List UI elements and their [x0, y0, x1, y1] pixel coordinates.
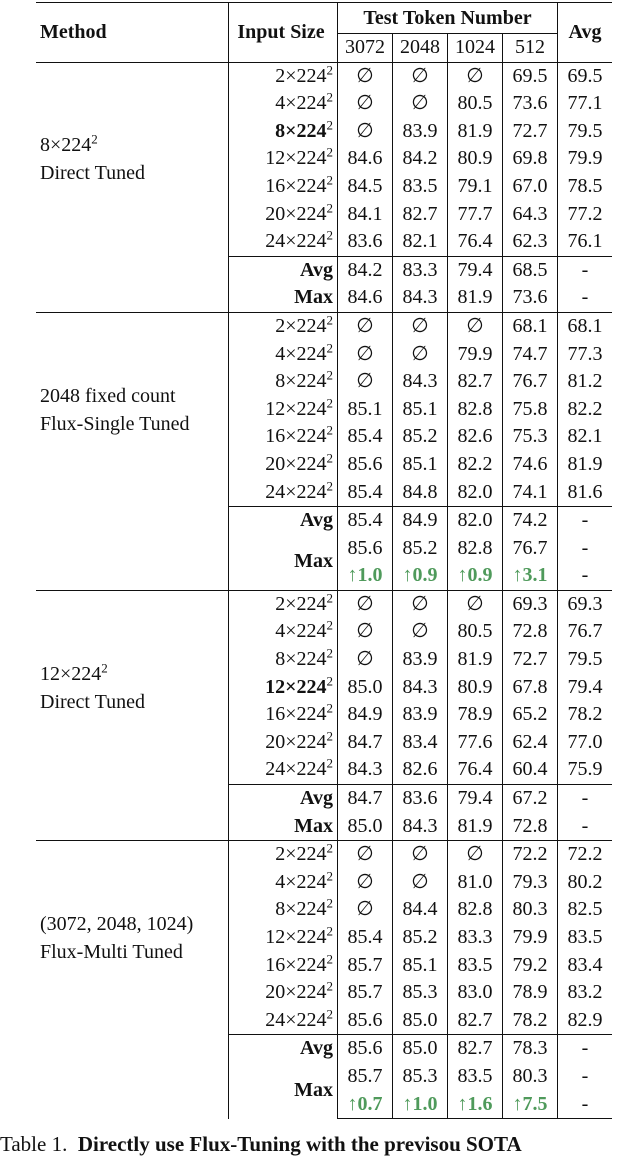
value-cell: ∅ [393, 312, 448, 340]
value-cell: 83.0 [448, 979, 503, 1007]
table-row [36, 841, 612, 869]
value-cell: 85.3 [393, 979, 448, 1007]
table-caption [0, 1132, 640, 1157]
value-cell: ∅ [393, 90, 448, 118]
gain-value: ↑0.9 [448, 562, 503, 590]
summary-max-value: 85.7 [338, 1063, 393, 1091]
value-cell: 80.5 [448, 90, 503, 118]
avg-cell: 79.5 [558, 646, 613, 674]
value-cell: 83.9 [393, 118, 448, 146]
value-cell: ∅ [393, 841, 448, 869]
value-cell: 73.6 [503, 90, 558, 118]
input-size: $8\times 224^2$ [229, 896, 338, 924]
value-cell: 77.7 [448, 201, 503, 229]
summary-avg-value: 79.4 [448, 256, 503, 284]
value-cell: 78.9 [503, 979, 558, 1007]
value-cell: 85.0 [338, 674, 393, 702]
value-cell: 74.6 [503, 451, 558, 479]
value-cell: 85.4 [338, 479, 393, 507]
avg-cell: 82.9 [558, 1007, 613, 1035]
summary-avg-avg: - [558, 785, 613, 813]
value-cell: 84.8 [393, 479, 448, 507]
value-cell: 67.0 [503, 173, 558, 201]
value-cell: 84.6 [338, 145, 393, 173]
value-cell: 85.1 [338, 396, 393, 424]
value-cell: 85.6 [338, 1007, 393, 1035]
avg-cell: 77.0 [558, 729, 613, 757]
summary-max-avg: - [558, 1063, 613, 1091]
summary-max-value: 73.6 [503, 284, 558, 312]
value-cell: 81.9 [448, 118, 503, 146]
summary-avg-value: 68.5 [503, 256, 558, 284]
token-col-2048: 2048 [393, 34, 448, 63]
summary-avg-value: 82.0 [448, 507, 503, 535]
method-line: 2048 fixed count [40, 384, 176, 407]
summary-avg-value: 79.4 [448, 785, 503, 813]
summary-max-value: 85.6 [338, 535, 393, 563]
caption-text: Directly use Flux-Tuning with the previsou SOTA [77, 1132, 522, 1156]
value-cell: 81.0 [448, 869, 503, 897]
table-row [36, 312, 612, 340]
summary-avg-value: 82.7 [448, 1035, 503, 1063]
value-cell: 84.9 [338, 701, 393, 729]
avg-cell: 79.9 [558, 145, 613, 173]
summary-max-value: 85.3 [393, 1063, 448, 1091]
input-size: $2\times 224^2$ [229, 590, 338, 618]
value-cell: 82.0 [448, 479, 503, 507]
token-col-1024: 1024 [448, 34, 503, 63]
avg-cell: 78.5 [558, 173, 613, 201]
input-size: $4\times 224^2$ [229, 341, 338, 369]
value-cell: 81.9 [448, 646, 503, 674]
summary-spacer [36, 785, 229, 841]
value-cell: 80.9 [448, 674, 503, 702]
value-cell: 82.6 [448, 423, 503, 451]
input-size: $8\times 224^2$ [229, 646, 338, 674]
value-cell: 85.6 [338, 451, 393, 479]
summary-avg-value: 84.2 [338, 256, 393, 284]
avg-cell: 72.2 [558, 841, 613, 869]
value-cell: 78.9 [448, 701, 503, 729]
summary-max-value: 85.0 [338, 813, 393, 841]
value-cell: 85.2 [393, 924, 448, 952]
summary-avg-row [36, 256, 612, 284]
input-size: $16\times 224^2$ [229, 952, 338, 980]
gain-avg: - [558, 1091, 613, 1119]
value-cell: 84.3 [393, 368, 448, 396]
method-label [36, 312, 229, 506]
value-cell: 83.4 [393, 729, 448, 757]
summary-avg-value: 85.6 [338, 1035, 393, 1063]
summary-avg-value: 78.3 [503, 1035, 558, 1063]
avg-cell: 76.7 [558, 618, 613, 646]
input-size: $20\times 224^2$ [229, 451, 338, 479]
gain-value: ↑1.0 [338, 562, 393, 590]
value-cell: 79.9 [448, 341, 503, 369]
summary-spacer [36, 256, 229, 312]
value-cell: 68.1 [503, 312, 558, 340]
value-cell: 69.3 [503, 590, 558, 618]
value-cell: ∅ [393, 618, 448, 646]
value-cell: 83.9 [393, 646, 448, 674]
method-label [36, 841, 229, 1035]
avg-cell: 83.5 [558, 924, 613, 952]
value-cell: 84.7 [338, 729, 393, 757]
method-header: Method [36, 3, 229, 63]
avg-cell: 69.5 [558, 62, 613, 90]
value-cell: 82.2 [448, 451, 503, 479]
input-size: $12\times 224^2$ [229, 145, 338, 173]
summary-max-avg: - [558, 813, 613, 841]
summary-avg-avg: - [558, 507, 613, 535]
summary-max-label: Max [229, 535, 338, 591]
summary-avg-label: Avg [229, 507, 338, 535]
value-cell: 84.5 [338, 173, 393, 201]
value-cell: 83.9 [393, 701, 448, 729]
table-row [36, 62, 612, 90]
value-cell: 77.6 [448, 729, 503, 757]
value-cell: 80.9 [448, 145, 503, 173]
summary-avg-avg: - [558, 1035, 613, 1063]
avg-cell: 79.4 [558, 674, 613, 702]
summary-max-value: 76.7 [503, 535, 558, 563]
value-cell: ∅ [338, 90, 393, 118]
value-cell: ∅ [338, 841, 393, 869]
summary-avg-label: Avg [229, 256, 338, 284]
token-col-3072: 3072 [338, 34, 393, 63]
value-cell: 82.7 [393, 201, 448, 229]
value-cell: 82.1 [393, 228, 448, 256]
summary-max-avg: - [558, 535, 613, 563]
avg-cell: 78.2 [558, 701, 613, 729]
value-cell: 83.3 [448, 924, 503, 952]
gain-value: ↑3.1 [503, 562, 558, 590]
avg-cell: 68.1 [558, 312, 613, 340]
summary-avg-label: Avg [229, 785, 338, 813]
value-cell: 65.2 [503, 701, 558, 729]
summary-avg-value: 74.2 [503, 507, 558, 535]
gain-value: ↑1.6 [448, 1091, 503, 1119]
avg-cell: 80.2 [558, 869, 613, 897]
input-size: $8\times 224^2$ [229, 118, 338, 146]
summary-spacer [36, 1035, 229, 1119]
avg-cell: 83.4 [558, 952, 613, 980]
summary-max-value: 82.8 [448, 535, 503, 563]
value-cell: 80.5 [448, 618, 503, 646]
value-cell: 72.8 [503, 618, 558, 646]
value-cell: ∅ [338, 62, 393, 90]
value-cell: 75.8 [503, 396, 558, 424]
value-cell: 74.1 [503, 479, 558, 507]
summary-avg-value: 84.9 [393, 507, 448, 535]
caption-label: Table 1. [0, 1132, 68, 1156]
summary-max-label: Max [229, 1063, 338, 1119]
summary-max-value: 84.3 [393, 284, 448, 312]
value-cell: 82.8 [448, 396, 503, 424]
summary-avg-value: 67.2 [503, 785, 558, 813]
value-cell: 82.6 [393, 756, 448, 784]
value-cell: 85.7 [338, 979, 393, 1007]
summary-max-value: 81.9 [448, 813, 503, 841]
input-size: $16\times 224^2$ [229, 173, 338, 201]
input-size: $8\times 224^2$ [229, 368, 338, 396]
value-cell: 83.6 [338, 228, 393, 256]
summary-max-value: 85.2 [393, 535, 448, 563]
method-label [36, 590, 229, 784]
value-cell: 84.1 [338, 201, 393, 229]
method-line: $8\times 224^2$ [40, 131, 98, 157]
header-row-1 [36, 3, 612, 34]
summary-max-value: 84.3 [393, 813, 448, 841]
summary-avg-avg: - [558, 256, 613, 284]
gain-value: ↑7.5 [503, 1091, 558, 1119]
avg-cell: 81.9 [558, 451, 613, 479]
summary-max-value: 80.3 [503, 1063, 558, 1091]
method-line: Direct Tuned [40, 162, 145, 185]
summary-max-value: 83.5 [448, 1063, 503, 1091]
value-cell: 76.7 [503, 368, 558, 396]
value-cell: 60.4 [503, 756, 558, 784]
input-size-header: Input Size [229, 3, 338, 63]
input-size: $20\times 224^2$ [229, 729, 338, 757]
gain-value: ↑0.9 [393, 562, 448, 590]
avg-cell: 76.1 [558, 228, 613, 256]
value-cell: 64.3 [503, 201, 558, 229]
avg-cell: 69.3 [558, 590, 613, 618]
input-size: $4\times 224^2$ [229, 90, 338, 118]
value-cell: 82.8 [448, 896, 503, 924]
gain-avg: - [558, 562, 613, 590]
gain-value: ↑0.7 [338, 1091, 393, 1119]
summary-avg-value: 85.0 [393, 1035, 448, 1063]
value-cell: 80.3 [503, 896, 558, 924]
value-cell: 79.3 [503, 869, 558, 897]
value-cell: 75.3 [503, 423, 558, 451]
avg-cell: 77.2 [558, 201, 613, 229]
avg-cell: 77.3 [558, 341, 613, 369]
value-cell: 69.8 [503, 145, 558, 173]
method-line: Direct Tuned [40, 690, 145, 713]
value-cell: 76.4 [448, 756, 503, 784]
value-cell: 84.2 [393, 145, 448, 173]
value-cell: 84.4 [393, 896, 448, 924]
input-size: $16\times 224^2$ [229, 701, 338, 729]
results-table [36, 2, 612, 1119]
method-line: $12\times 224^2$ [40, 660, 108, 685]
summary-avg-value: 83.3 [393, 256, 448, 284]
avg-header: Avg [558, 3, 613, 63]
value-cell: ∅ [338, 341, 393, 369]
value-cell: ∅ [393, 590, 448, 618]
method-label [36, 62, 229, 256]
input-size: $12\times 224^2$ [229, 924, 338, 952]
method-line: Flux-Multi Tuned [40, 941, 183, 964]
summary-max-label: Max [229, 284, 338, 312]
value-cell: ∅ [448, 841, 503, 869]
input-size: $2\times 224^2$ [229, 62, 338, 90]
value-cell: 62.4 [503, 729, 558, 757]
summary-max-label: Max [229, 813, 338, 841]
avg-cell: 83.2 [558, 979, 613, 1007]
value-cell: 85.1 [393, 451, 448, 479]
value-cell: ∅ [338, 118, 393, 146]
summary-avg-row [36, 1035, 612, 1063]
table-row [36, 590, 612, 618]
avg-cell: 75.9 [558, 756, 613, 784]
value-cell: 72.7 [503, 646, 558, 674]
avg-cell: 82.1 [558, 423, 613, 451]
summary-spacer [36, 507, 229, 591]
value-cell: ∅ [338, 312, 393, 340]
value-cell: ∅ [338, 896, 393, 924]
input-size: $12\times 224^2$ [229, 674, 338, 702]
method-line: (3072, 2048, 1024) [40, 913, 194, 936]
gain-value: ↑1.0 [393, 1091, 448, 1119]
avg-cell: 77.1 [558, 90, 613, 118]
value-cell: 84.3 [393, 674, 448, 702]
value-cell: 69.5 [503, 62, 558, 90]
value-cell: ∅ [338, 618, 393, 646]
summary-avg-label: Avg [229, 1035, 338, 1063]
avg-cell: 82.5 [558, 896, 613, 924]
value-cell: ∅ [393, 341, 448, 369]
value-cell: ∅ [338, 869, 393, 897]
value-cell: ∅ [393, 869, 448, 897]
value-cell: ∅ [393, 62, 448, 90]
input-size: $2\times 224^2$ [229, 841, 338, 869]
value-cell: ∅ [338, 368, 393, 396]
input-size: $16\times 224^2$ [229, 423, 338, 451]
summary-max-value: 72.8 [503, 813, 558, 841]
summary-avg-value: 85.4 [338, 507, 393, 535]
summary-avg-value: 84.7 [338, 785, 393, 813]
value-cell: 79.2 [503, 952, 558, 980]
value-cell: 72.7 [503, 118, 558, 146]
value-cell: 74.7 [503, 341, 558, 369]
input-size: $24\times 224^2$ [229, 228, 338, 256]
value-cell: 85.1 [393, 952, 448, 980]
value-cell: 85.7 [338, 952, 393, 980]
input-size: $2\times 224^2$ [229, 312, 338, 340]
test-token-number-header: Test Token Number [338, 3, 558, 34]
value-cell: 82.7 [448, 1007, 503, 1035]
input-size: $24\times 224^2$ [229, 1007, 338, 1035]
value-cell: 72.2 [503, 841, 558, 869]
method-line: Flux-Single Tuned [40, 412, 190, 435]
input-size: $20\times 224^2$ [229, 201, 338, 229]
input-size: $4\times 224^2$ [229, 869, 338, 897]
value-cell: 83.5 [448, 952, 503, 980]
value-cell: 85.1 [393, 396, 448, 424]
summary-max-value: 81.9 [448, 284, 503, 312]
value-cell: ∅ [448, 312, 503, 340]
value-cell: 67.8 [503, 674, 558, 702]
input-size: $24\times 224^2$ [229, 756, 338, 784]
value-cell: 79.9 [503, 924, 558, 952]
avg-cell: 81.2 [558, 368, 613, 396]
value-cell: 83.5 [393, 173, 448, 201]
summary-avg-row [36, 785, 612, 813]
avg-cell: 79.5 [558, 118, 613, 146]
avg-cell: 82.2 [558, 396, 613, 424]
input-size: $24\times 224^2$ [229, 479, 338, 507]
value-cell: ∅ [448, 590, 503, 618]
value-cell: 85.4 [338, 924, 393, 952]
avg-cell: 81.6 [558, 479, 613, 507]
summary-max-avg: - [558, 284, 613, 312]
value-cell: 78.2 [503, 1007, 558, 1035]
value-cell: 84.3 [338, 756, 393, 784]
value-cell: 79.1 [448, 173, 503, 201]
value-cell: 82.7 [448, 368, 503, 396]
value-cell: 85.2 [393, 423, 448, 451]
input-size: $20\times 224^2$ [229, 979, 338, 1007]
summary-avg-value: 83.6 [393, 785, 448, 813]
token-col-512: 512 [503, 34, 558, 63]
value-cell: 85.0 [393, 1007, 448, 1035]
input-size: $4\times 224^2$ [229, 618, 338, 646]
input-size: $12\times 224^2$ [229, 396, 338, 424]
value-cell: 76.4 [448, 228, 503, 256]
value-cell: ∅ [338, 590, 393, 618]
value-cell: ∅ [448, 62, 503, 90]
summary-avg-row [36, 507, 612, 535]
summary-max-value: 84.6 [338, 284, 393, 312]
value-cell: 62.3 [503, 228, 558, 256]
table-body [36, 62, 612, 1119]
value-cell: ∅ [338, 646, 393, 674]
value-cell: 85.4 [338, 423, 393, 451]
